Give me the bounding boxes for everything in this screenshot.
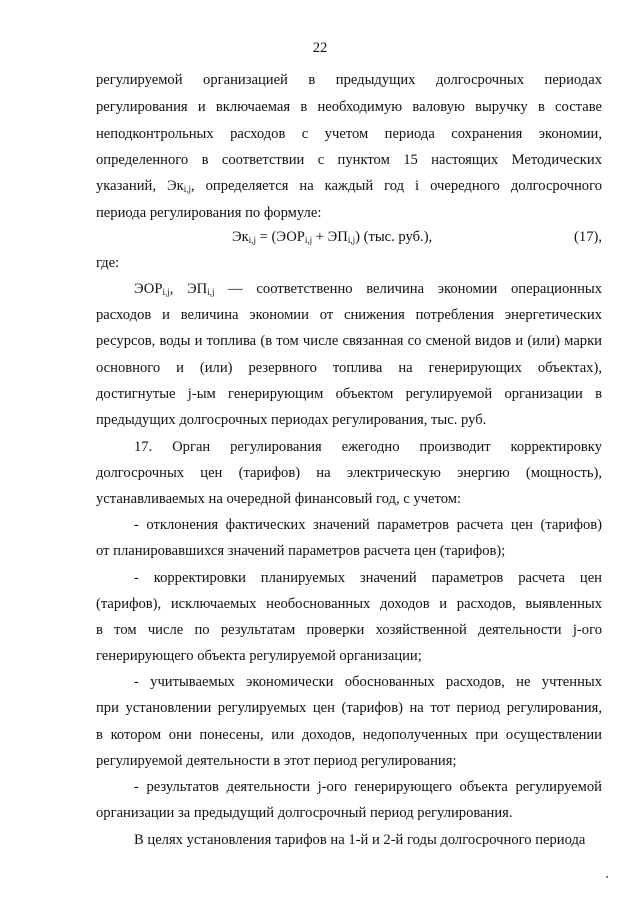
definition-line: достигнутые j-ым генерирующим объектом регулируемой организации в (96, 386, 602, 402)
paragraph-17-line: долгосрочных цен (тарифов) на электрическую энергию (мощность), (96, 465, 602, 481)
list-item-line: при установлении регулируемых цен (тарифов) на тот период регулирования, (96, 700, 602, 716)
list-item-line: в том числе по результатам проверки хозяйственной деятельности j-ого (96, 622, 602, 638)
list-item-line: организации за предыдущий долгосрочный период регулирования. (96, 805, 513, 821)
list-item-line: - корректировки планируемых значений параметров расчета цен (134, 570, 602, 586)
list-item-line: регулируемой деятельности в этот период регулирования; (96, 753, 457, 769)
list-item-line: - результатов деятельности j-ого генерирующего объекта регулируемой (134, 779, 602, 795)
definition-line: предыдущих долгосрочных периодах регулирования, тыс. руб. (96, 412, 487, 428)
list-item-line: (тарифов), исключаемых необоснованных доходов и расходов, выявленных (96, 596, 602, 612)
formula-17: $Эк_{i,j} = (ЭОР_{i,j} + ЭП_{i,j})$ (тыс. руб.), (232, 229, 433, 245)
where-label: где: (96, 255, 120, 271)
intro-line: периода регулирования по формуле: (96, 205, 322, 221)
paragraph-17-line: устанавливаемых на очередной финансовый год, с учетом: (96, 491, 462, 507)
intro-line: определенного в соответствии с пунктом 15 настоящих Методических (96, 152, 602, 168)
list-item-line: от планировавшихся значений параметров расчета цен (тарифов); (96, 543, 506, 559)
page-number: 22 (312, 40, 328, 56)
definition-line: ресурсов, воды и топлива (в том числе связанная со сменой видов и (или) марки (96, 333, 602, 349)
closing-line: В целях установления тарифов на 1-й и 2-й годы долгосрочного периода (134, 832, 586, 848)
definition-line: $ЭОР_{i,j}$, $ЭП_{i,j}$ — соответственно величина экономии операционных (134, 281, 602, 297)
paragraph-17-line: 17. Орган регулирования ежегодно производит корректировку (134, 439, 602, 455)
intro-line: неподконтрольных расходов с учетом периода сохранения экономии, (96, 126, 602, 142)
formula-number: (17), (574, 229, 602, 245)
list-item-line: - отклонения фактических значений параметров расчета цен (тарифов) (134, 517, 602, 533)
intro-line: указаний, $Эк_{i,j}$, определяется на каждый год i очередного долгосрочного (96, 178, 603, 194)
list-item-line: генерирующего объекта регулируемой организации; (96, 648, 422, 664)
definition-line: расходов и величина экономии от снижения потребления энергетических (96, 307, 602, 323)
list-item-line: - учитываемых экономически обоснованных расходов, не учтенных (134, 674, 602, 690)
list-item-line: в котором они понесены, или доходов, недополученных при осуществлении (96, 727, 602, 743)
intro-line: регулируемой организацией в предыдущих долгосрочных периодах (96, 72, 602, 88)
definition-line: основного и (или) резервного топлива на генерирующих объектах), (96, 360, 602, 376)
intro-line: регулирования и включаемая в необходимую валовую выручку в составе (96, 99, 602, 115)
scan-dot (606, 876, 608, 878)
